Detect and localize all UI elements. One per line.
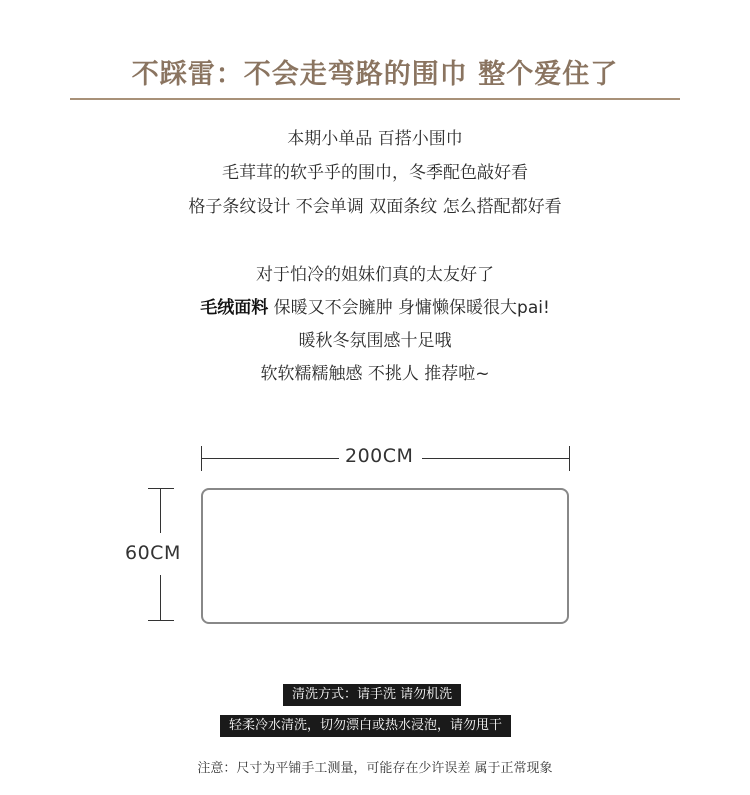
measurement-note: 注意：尺寸为平铺手工测量，可能存在少许误差 属于正常现象 <box>197 761 553 776</box>
title-divider <box>70 98 680 100</box>
height-tick-top <box>148 488 174 489</box>
feature-line-1: 对于怕冷的姐妹们真的太友好了 <box>256 265 494 285</box>
width-line-right <box>422 458 569 459</box>
wash-detail-tag: 轻柔冷水清洗，切勿漂白或热水浸泡，请勿甩干 <box>220 715 511 737</box>
width-tick-right <box>569 446 570 471</box>
wash-method-tag: 清洗方式：请手洗 请勿机洗 <box>283 684 461 706</box>
intro-line-3: 格子条纹设计 不会单调 双面条纹 怎么搭配都好看 <box>188 197 562 217</box>
feature-line-2 <box>0 293 750 318</box>
feature-line-2-text: 保暖又不会臃肿 身慵懒保暖很大pai! <box>268 298 550 318</box>
width-line-left <box>201 458 339 459</box>
scarf-outline <box>201 488 569 624</box>
page-title: 不踩雷：不会走弯路的围巾 整个爱住了 <box>131 59 619 90</box>
feature-line-3: 暖秋冬氛围感十足哦 <box>298 331 452 351</box>
height-tick-bottom <box>148 620 174 621</box>
feature-line-4: 软软糯糯触感 不挑人 推荐啦~ <box>260 364 490 384</box>
height-label: 60CM <box>125 542 181 564</box>
intro-line-1: 本期小单品 百搭小围巾 <box>287 129 463 149</box>
height-line-top <box>160 488 161 533</box>
intro-line-2: 毛茸茸的软乎乎的围巾，冬季配色敲好看 <box>222 163 528 183</box>
height-line-bottom <box>160 575 161 620</box>
feature-highlight: 毛绒面料 <box>200 298 269 318</box>
width-label: 200CM <box>345 445 414 467</box>
